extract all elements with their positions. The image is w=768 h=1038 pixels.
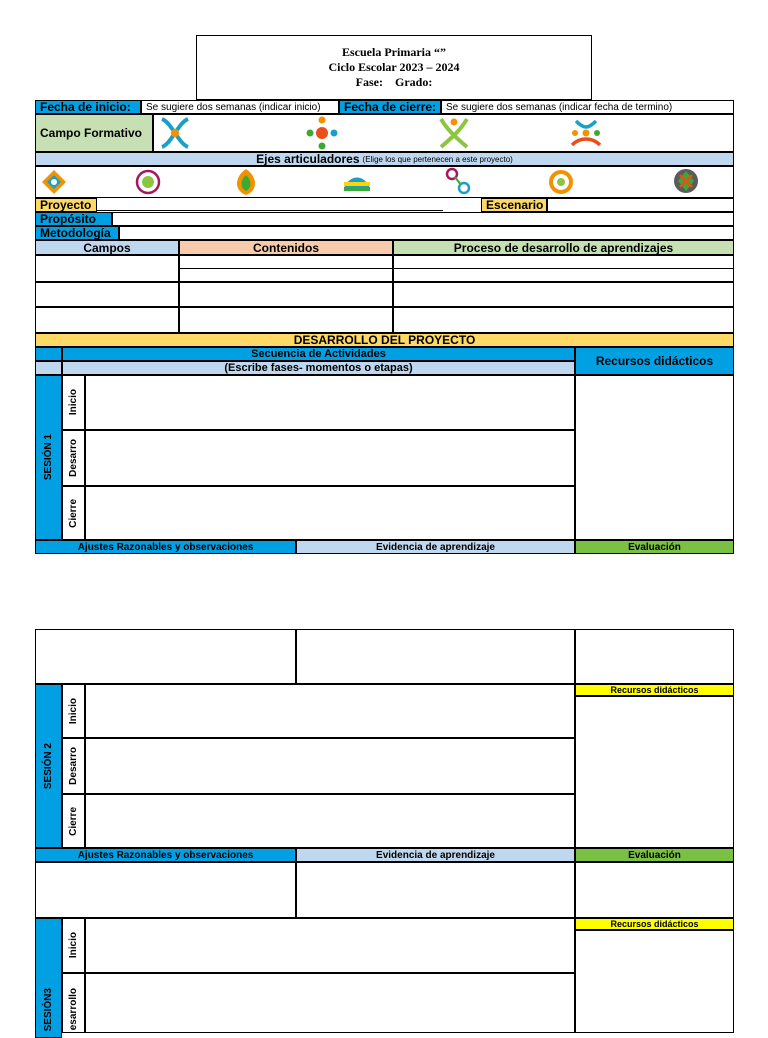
eje-inclusion-icon <box>40 168 68 196</box>
session-1-desarrollo-label <box>62 430 85 486</box>
contenidos-cell-1b[interactable] <box>179 268 393 282</box>
session-1-cierre-field[interactable] <box>85 486 575 540</box>
session-1-recursos-field[interactable] <box>575 375 734 540</box>
fases-header: (Escribe fases- momentos o etapas) <box>62 361 575 375</box>
end-date-label: Fecha de cierre: <box>339 100 441 114</box>
evaluacion-field-1[interactable] <box>575 629 734 684</box>
proposito-label: Propósito <box>35 212 112 226</box>
session-2-desarrollo-label <box>62 738 85 794</box>
escenario-field[interactable] <box>547 198 734 212</box>
evaluacion-field-2[interactable] <box>575 862 734 918</box>
campos-header: Campos <box>35 240 179 255</box>
ejes-title: Ejes articuladores <box>256 152 360 166</box>
session-2-recursos-field[interactable] <box>575 696 734 848</box>
metodologia-field[interactable] <box>119 226 734 240</box>
ejes-hint: (Elige los que pertenecen a este proyecto) <box>362 154 513 164</box>
secuencia-header: Secuencia de Actividades <box>62 347 575 361</box>
contenidos-cell-2[interactable] <box>179 282 393 307</box>
ajustes-header-2: Ajustes Razonables y observaciones <box>35 848 296 862</box>
proceso-cell-2[interactable] <box>393 282 734 307</box>
campos-cell-3[interactable] <box>35 307 179 333</box>
campo-saberes-icon <box>302 115 342 151</box>
session-1-desarrollo-field[interactable] <box>85 430 575 486</box>
eje-lectura-icon <box>547 168 575 196</box>
metodologia-label: Metodología <box>35 226 119 240</box>
session-1-label <box>35 375 62 540</box>
evaluacion-header-1: Evaluación <box>575 540 734 554</box>
evidencia-header-2: Evidencia de aprendizaje <box>296 848 575 862</box>
desarrollo-left-spacer-2 <box>35 361 62 375</box>
proyecto-field[interactable] <box>97 210 443 211</box>
desarrollo-text: Desarro <box>68 439 79 477</box>
evidencia-field-1[interactable] <box>296 629 575 684</box>
desarrollo-text: esarrollo <box>68 987 79 1030</box>
session-3-inicio-label <box>62 918 85 973</box>
session-3-recursos-field[interactable] <box>575 930 734 1033</box>
proceso-header: Proceso de desarrollo de aprendizajes <box>393 240 734 255</box>
ajustes-field-2[interactable] <box>35 862 296 918</box>
campo-etica-icon <box>435 115 473 151</box>
proceso-cell-1a[interactable] <box>393 255 734 269</box>
evaluacion-header-2: Evaluación <box>575 848 734 862</box>
start-date-label: Fecha de inicio: <box>35 100 141 114</box>
proceso-cell-1b[interactable] <box>393 268 734 282</box>
eje-igualdad-icon <box>342 170 372 194</box>
session-3-desarrollo-label <box>62 973 85 1033</box>
eje-vida-saludable-icon <box>443 166 473 196</box>
cierre-text: Cierre <box>68 498 79 528</box>
session-3-desarrollo-field[interactable] <box>85 973 575 1033</box>
evidencia-field-2[interactable] <box>296 862 575 918</box>
campo-humano-icon <box>566 115 606 151</box>
recursos-header: Recursos didácticos <box>575 347 734 375</box>
escenario-label: Escenario <box>481 198 547 212</box>
contenidos-cell-1a[interactable] <box>179 255 393 269</box>
session-2-label <box>35 684 62 848</box>
session-1-text: SESIÓN 1 <box>43 434 54 481</box>
session-2-inicio-label <box>62 684 85 738</box>
session-3-inicio-field[interactable] <box>85 918 575 973</box>
inicio-text: Inicio <box>68 697 79 725</box>
session-2-desarrollo-field[interactable] <box>85 738 575 794</box>
start-date-field[interactable]: Se sugiere dos semanas (indicar inicio) <box>141 100 339 114</box>
session-1-cierre-label <box>62 486 85 540</box>
desarrollo-title: DESARROLLO DEL PROYECTO <box>35 333 734 347</box>
session-2-cierre-field[interactable] <box>85 794 575 848</box>
proceso-cell-3[interactable] <box>393 307 734 333</box>
inicio-text: Inicio <box>68 389 79 416</box>
ejes-articuladores-header <box>35 152 734 166</box>
recursos-header-2: Recursos didácticos <box>575 684 734 696</box>
session-2-cierre-label <box>62 794 85 848</box>
end-date-field[interactable]: Se sugiere dos semanas (indicar fecha de termino) <box>441 100 734 114</box>
proyecto-label: Proyecto <box>35 198 97 212</box>
evidencia-header-1: Evidencia de aprendizaje <box>296 540 575 554</box>
contenidos-header: Contenidos <box>179 240 393 255</box>
campo-lenguajes-icon <box>158 115 192 151</box>
campos-cell-2[interactable] <box>35 282 179 307</box>
desarrollo-left-spacer <box>35 347 62 361</box>
school-header <box>196 35 592 100</box>
campo-formativo-label: Campo Formativo <box>35 114 153 152</box>
cierre-text: Cierre <box>68 806 79 836</box>
contenidos-cell-3[interactable] <box>179 307 393 333</box>
session-2-inicio-field[interactable] <box>85 684 575 738</box>
eje-interculturalidad-icon <box>232 167 260 197</box>
proposito-field[interactable] <box>112 212 734 226</box>
inicio-text: Inicio <box>68 932 79 959</box>
phase-grade: Fase: Grado: <box>355 75 433 89</box>
session-1-inicio-label <box>62 375 85 430</box>
eje-artes-icon <box>672 167 700 195</box>
session-3-label <box>35 918 62 1038</box>
school-name: Escuela Primaria “” <box>342 45 446 59</box>
desarrollo-text: Desarro <box>68 747 79 785</box>
session-3-text: SESIÓN3 <box>43 987 54 1031</box>
session-1-inicio-field[interactable] <box>85 375 575 430</box>
eje-pensamiento-critico-icon <box>134 168 162 196</box>
campos-cell-1[interactable] <box>35 255 179 282</box>
session-2-text: SESIÓN 2 <box>43 742 54 790</box>
ajustes-header-1: Ajustes Razonables y observaciones <box>35 540 296 554</box>
school-cycle: Ciclo Escolar 2023 – 2024 <box>328 60 460 74</box>
recursos-header-3: Recursos didácticos <box>575 918 734 930</box>
ajustes-field-1[interactable] <box>35 629 296 684</box>
